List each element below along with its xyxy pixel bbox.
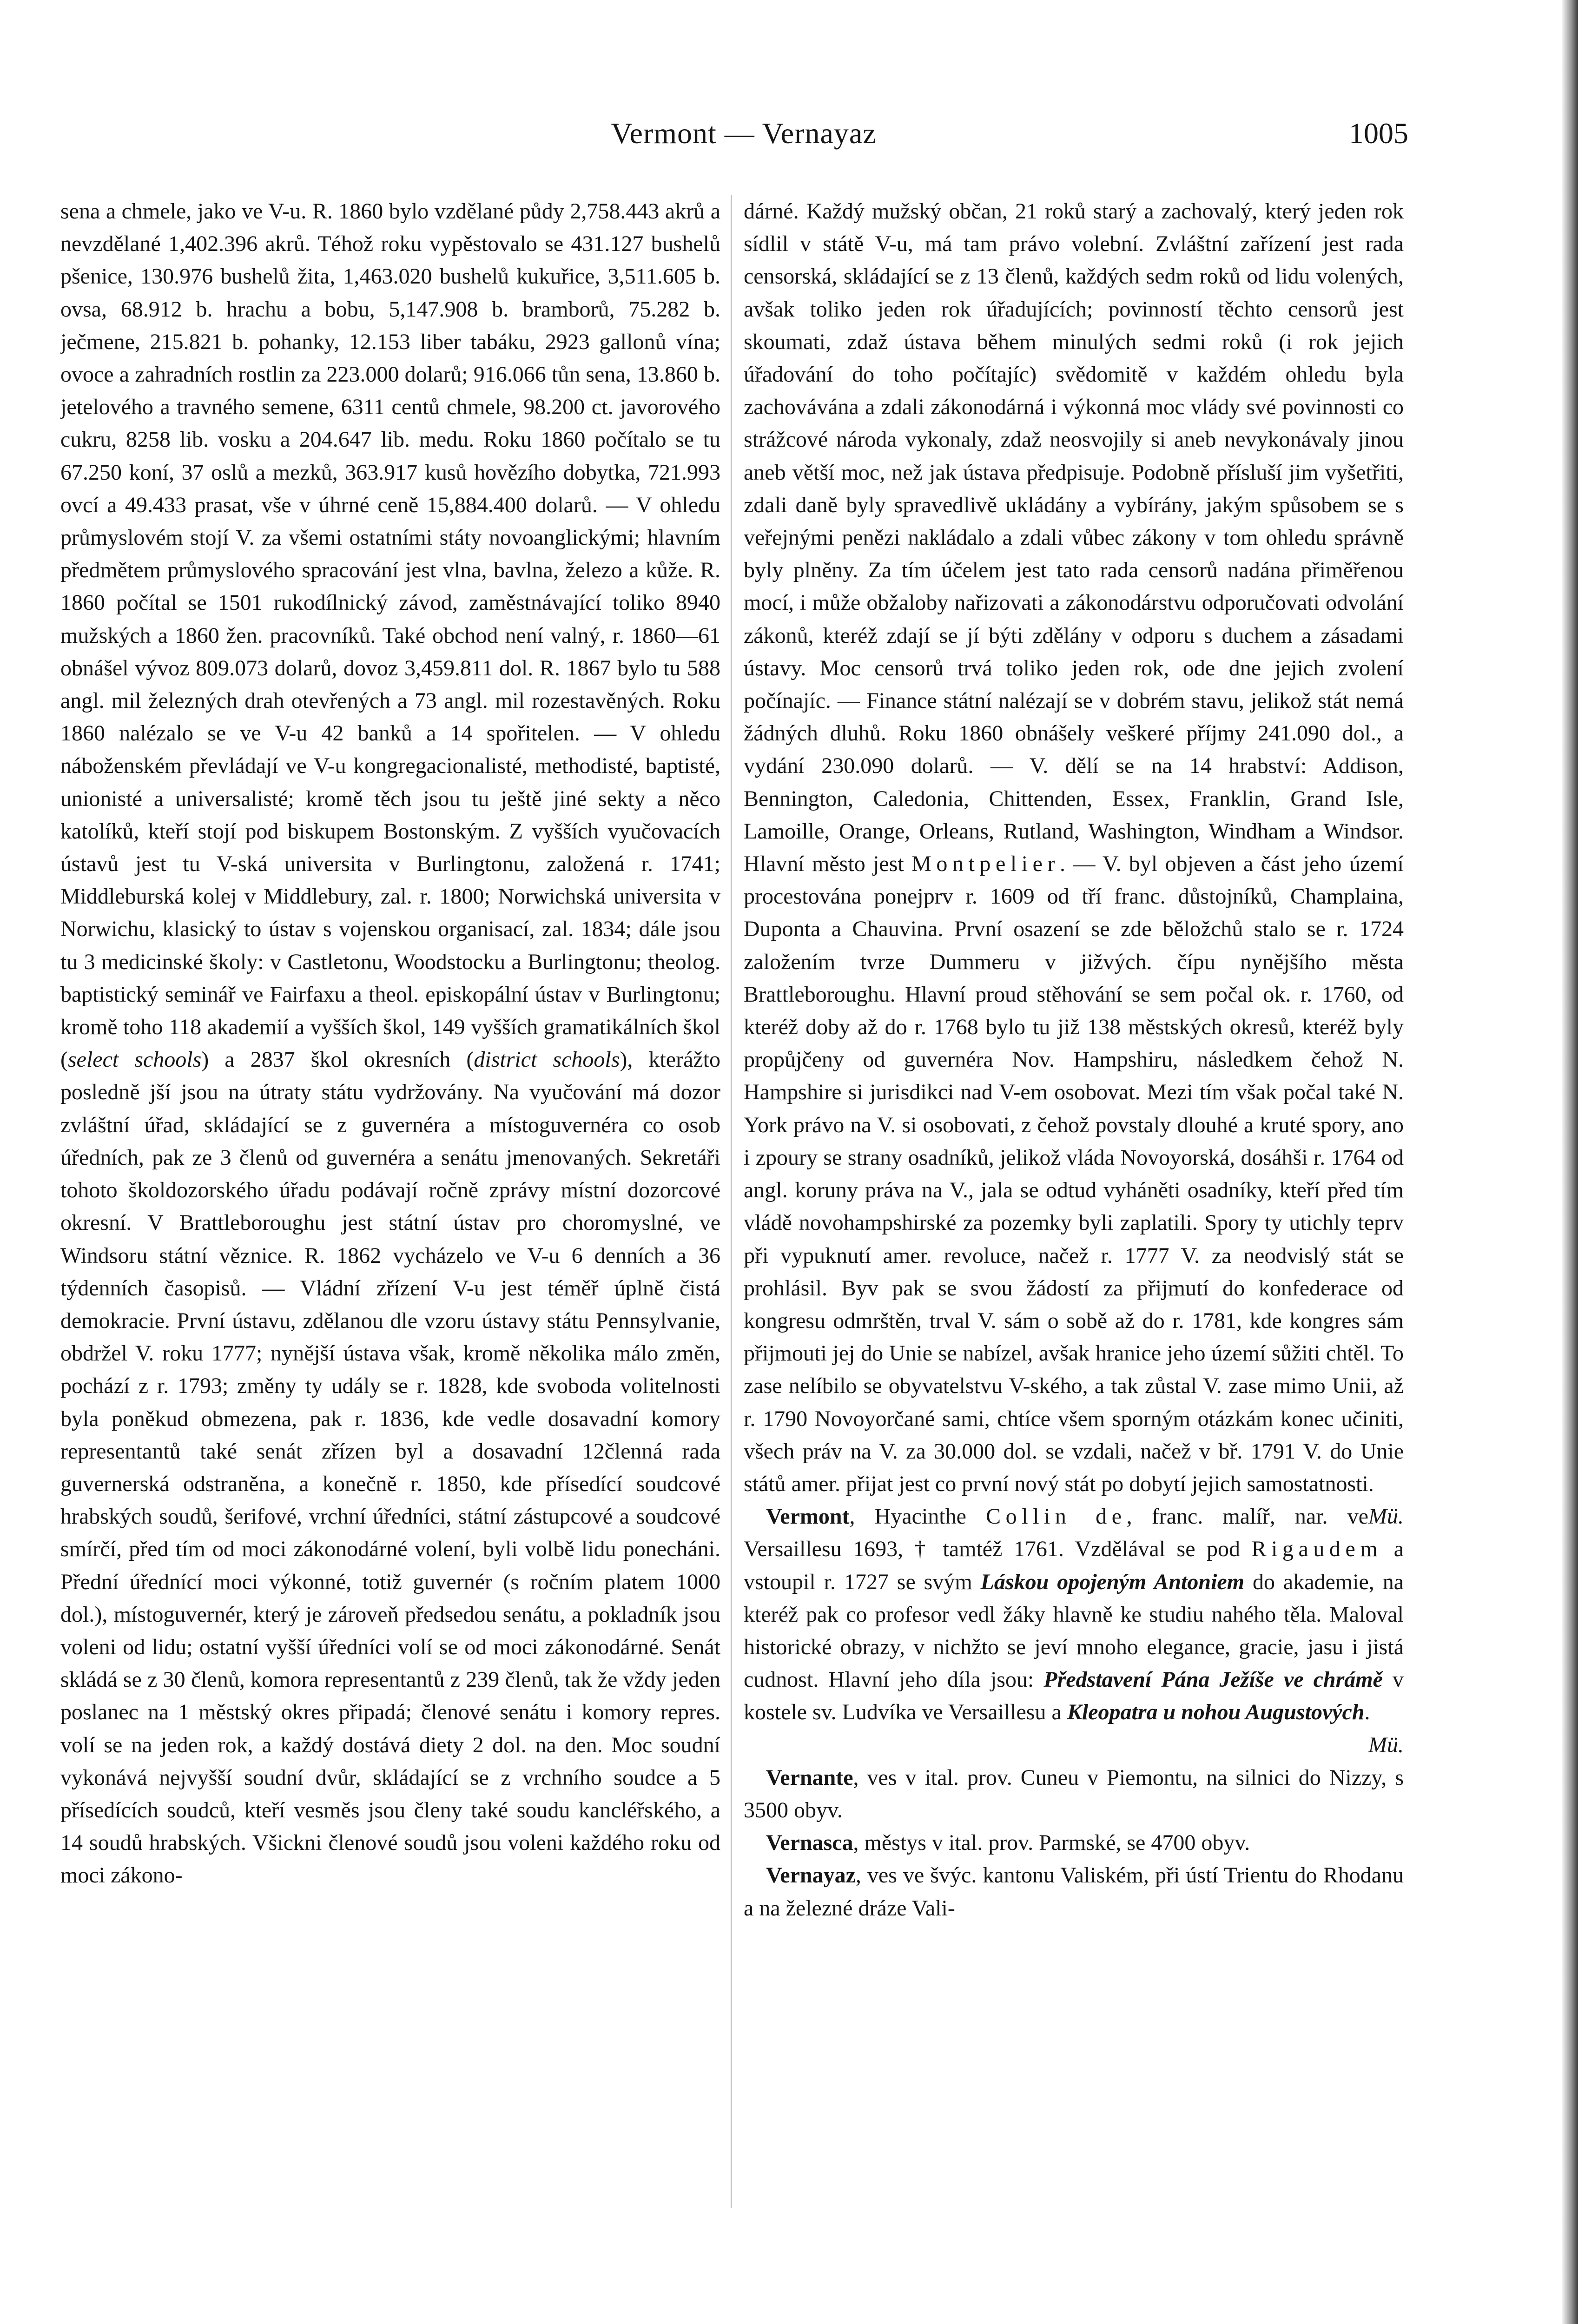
body-text: , Hyacinthe: [849, 1504, 986, 1529]
capital-city: Montpelier: [911, 852, 1060, 877]
body-text: , městys v ital. prov. Parmské, se 4700 obyv.: [853, 1830, 1250, 1855]
spaced-name: Collin de: [986, 1504, 1127, 1529]
body-text: ), kterážto posledně jší jsou na útraty státu vydržovány. Na vyučování má dozor zvláštní úřad, skládající se z guvernéra a místoguvernéra co osob úředních, pak ze 3 členů od guvernéra a senátu jmenovaných. Sekretáři tohoto školdozorského úřadu podávají ročně zprávy místní dozorcové okresní. V Brattleboroughu jest státní ústav pro choromyslné, ve Windsoru státní věznice. R. 1862 vycházelo ve V-u 6 denních a 36 týdenních časopisů. — Vládní zřízení V-u jest téměř úplně čistá demokracie. První ústavu, zdělanou dle vzoru ústavy státu Pennsylvanie, obdržel V. roku 1777; nynější ústava však, kromě několika málo změn, pochází z r. 1793; změny ty udály se r. 1828, kde svoboda volitelnosti byla poněkud obmezena, pak r. 1836, kde vedle dosavadní komory representantů také senát zřízen byl a dosavadní 12členná rada guvernerská odstraněna, a konečně r. 1850, kde přísedící soudcové hrabských soudů, šerifové, vrchní úředníci, státní zástupcové a soudcové smírčí, před tím od moci zákonodárné volení, byli volbě lidu ponecháni. Přední úřednící moci výkonné, totiž guvernér (s ročním platem 1000 dol.), místoguvernér, který je zároveň předsedou senátu, a pokladník jsou voleni od lidu; ostatní vyšší úředníci volí se od moci zákonodárné. Senát skládá se z 30 členů, komora representantů z 239 členů, tak že vždy jeden poslanec na 1 městský okres připadá; členové senátu i komory repres. volí se na jeden rok, a každý dostává diety 2 dol. na den. Moc soudní vykonává nejvyšší soudní dvůr, skládající se z vrchního soudce a 5 přísedících soudců, kteří vesměs jsou členy také soudu kancléřského, a 14 soudů hrabských. Všickni členové soudů jsou voleni každého roku od moci zákono-: [60, 1047, 720, 1888]
column-divider: [731, 195, 732, 2208]
artwork-title: Kleopatra u nohou Augustových: [1067, 1700, 1365, 1725]
body-text: v kostele sv. Ludvíka ve Versaillesu a: [744, 1667, 1404, 1725]
left-column: [60, 195, 720, 2208]
running-head: Vermont — Vernayaz: [611, 117, 877, 150]
body-text: . — V. byl objeven a část jeho území procestována ponejprv r. 1609 od tří franc. důstojníků, Champlaina, Duponta a Chauvina. První osazení se zde běložchů stalo se r. 1724 založením tvrze Dummeru v jižvých. čípu nynějšího města Brattleboroughu. Hlavní proud stěhování se sem počal ok. r. 1760, od kteréž doby až do r. 1768 bylo tu již 138 městských okresů, kteréž byly propůjčeny od guvernéra Nov. Hampshiru, následkem čehož N. Hampshire si jurisdikci nad V-em osobovat. Mezi tím však počal také N. York právo na V. si osobovati, z čehož povstaly dlouhé a kruté spory, ano i zpoury se strany osadníků, jelikož vláda Novoyorská, dosáhši r. 1764 od angl. koruny práva na V., jala se odtud vyháněti osadníky, kteří před tím vládě novohampshirské za pozemky byli zaplatili. Spory ty utichly teprv při vypuknutí amer. revoluce, načež r. 1777 V. za neodvislý stát se prohlásil. Byv pak se svou žádostí za přijmutí do konfederace od kongresu odmrštěn, trval V. sám o sobě až do r. 1781, kde kongres sám přijmouti jej do Unie se nabízel, avšak hranice jeho území sůžiti chtěl. To zase nelíbilo se obyvatelstvu V-ského, a tak zůstal V. zase mimo Unii, až r. 1790 Novoyorčané sami, chtíce všem sporným otázkám konec učiniti, všech práv na V. za 30.000 dol. se vzdali, načež v bř. 1791 V. do Unie států amer. přijat jest co první nový stát po dobytí jejich samostatnosti.: [744, 852, 1404, 1496]
author-signature: Mü.: [1368, 1732, 1404, 1757]
entry-vernasca: [744, 1827, 1404, 1859]
body-text: , ves ve švýc. kantonu Valiském, při ústí Trientu do Rhodanu a na železné dráze Vali-: [744, 1863, 1404, 1921]
vermont-entry-continuation: [60, 195, 720, 1892]
spaced-name: Rigaudem: [1251, 1537, 1383, 1562]
body-text: a vstoupil r. 1727 se svým: [744, 1537, 1404, 1594]
body-text: do akademie, na kteréž pak co profesor vedl žáky hlavně ke studiu nahého těla. Maloval historické obrazy, v nichžto se jeví mnoho elegance, gracie, jasu i jistá cudnost. Hlavní jeho díla jsou:: [744, 1569, 1404, 1692]
artwork-title: Láskou opojeným Antoniem: [980, 1569, 1245, 1594]
body-text: , franc. malíř, nar. ve Versaillesu 1693, † tamtéž 1761. Vzdělával se pod: [744, 1504, 1369, 1562]
italic-term: select schools: [67, 1047, 202, 1072]
page-number: 1005: [1349, 117, 1408, 150]
artwork-title: Představení Pána Ježíše ve chrámě: [1043, 1667, 1383, 1692]
body-text: dárné. Každý mužský občan, 21 roků starý a zachovalý, který jeden rok sídlil v státě V-u, má tam právo volební. Zvláštní zařízení jest rada censorská, skládající se z 13 členů, každých sedm roků od lidu volených, avšak toliko jeden rok úřadujících; povinností těchto censorů jest skoumati, zdaž ústava během minulých sedmi roků (i rok jejich úřadování do toho počítajíc) svědomitě v každém ohledu byla zachovávána a zdali zákonodárná i výkonná moc vlády své povinnosti co strážcové národa vykonaly, zdaž neosvojily si aneb nevykonávaly jinou aneb větší moc, než jak ústava předpisuje. Podobně přísluší jim vyšetřiti, zdali daně byly spravedlivě ukládány a vybírány, jakým spůsobem se s veřejnými penězi nakládalo a zdali vůbec zákony v tom ohledu správně byly plněny. Za tím účelem jest tato rada censorů nadána přiměřenou mocí, i může obžaloby nařizovati a zákonodárstvu odporučovati odvolání zákonů, kteréž zdají se jí býti zdělány v odporu s duchem a zásadami ústavy. Moc censorů trvá toliko jeden rok, ode dne jejich zvolení počínajíc. — Finance státní nalézají se v dobrém stavu, jelikož stát nemá žádných dluhů. Roku 1860 obnášely veškeré příjmy 241.090 dol., a vydání 230.090 dolarů. — V. dělí se na 14 hrabství: Addison, Bennington, Caledonia, Chittenden, Essex, Franklin, Grand Isle, Lamoille, Orange, Orleans, Rutland, Washington, Windham a Windsor. Hlavní město jest: [744, 199, 1404, 877]
entry-headword: Vernasca: [766, 1830, 853, 1855]
scan-edge-shadow: [1562, 0, 1578, 2324]
author-signature: Mü.: [1368, 1504, 1404, 1529]
body-text: .: [1364, 1700, 1370, 1725]
body-text: ) a 2837 škol okresních (: [201, 1047, 474, 1072]
entry-vermont-painter: [744, 1500, 1404, 1757]
italic-term: district schools: [474, 1047, 620, 1072]
entry-headword: Vernante: [766, 1765, 853, 1790]
right-column: [744, 195, 1404, 2208]
body-text: sena a chmele, jako ve V-u. R. 1860 bylo vzdělané půdy 2,758.443 akrů a nevzdělané 1,402.396 akrů. Téhož roku vypěstovalo se 431.127 bushelů pšenice, 130.976 bushelů žita, 1,463.020 bushelů kukuřice, 3,511.605 b. ovsa, 68.912 b. hrachu a bobu, 5,147.908 b. bramborů, 75.282 b. ječmene, 215.821 b. pohanky, 12.153 liber tabáku, 2923 gallonů vína; ovoce a zahradních rostlin za 223.000 dolarů; 916.066 tůn sena, 13.860 b. jetelového a travného semene, 6311 centů chmele, 98.200 ct. javorového cukru, 8258 lib. vosku a 204.647 lib. medu. Roku 1860 počítalo se tu 67.250 koní, 37 oslů a mezků, 363.917 kusů hovězího dobytka, 721.993 ovcí a 49.433 prasat, vše v úhrné ceně 15,884.400 dolarů. — V ohledu průmyslovém stojí V. za všemi ostatními státy novoanglickými; hlavním předmětem průmyslového spracování jest vlna, bavlna, železo a kůže. R. 1860 počítal se 1501 rukodílnický závod, zaměstnávající toliko 8940 mužských a 1860 žen. pracovníků. Také obchod není valný, r. 1860—61 obnášel vývoz 809.073 dolarů, dovoz 3,459.811 dol. R. 1867 bylo tu 588 angl. mil železných drah otevřených a 73 angl. mil rozestavěných. Roku 1860 nalézalo se ve V-u 42 banků a 14 spořitelen. — V ohledu náboženském převládají ve V-u kongregacionalisté, methodisté, baptisté, unionisté a universalisté; kromě těch jsou tu ještě jiné sekty a něco katolíků, kteří stojí pod biskupem Bostonským. Z vyšších vyučovacích ústavů jest tu V-ská universita v Burlingtonu, založená r. 1741; Middleburská kolej v Middlebury, zal. r. 1800; Norwichská universita v Norwichu, klasický to ústav s vojenskou organisací, zal. 1834; dále jsou tu 3 medicinské školy: v Castletonu, Woodstocku a Burlingtonu; theolog. baptistický seminář ve Fairfaxu a theol. episkopální ústav v Burlingtonu; kromě toho 118 akademií a vyšších škol, 149 vyšších gramatikálních škol (: [60, 199, 720, 1072]
entry-vernante: [744, 1762, 1404, 1827]
entry-headword: Vermont: [766, 1504, 850, 1529]
entry-headword: Vernayaz: [766, 1863, 856, 1888]
entry-vernayaz: [744, 1859, 1404, 1924]
body-text: , ves v ital. prov. Cuneu v Piemontu, na silnici do Nizzy, s 3500 obyv.: [744, 1765, 1404, 1822]
